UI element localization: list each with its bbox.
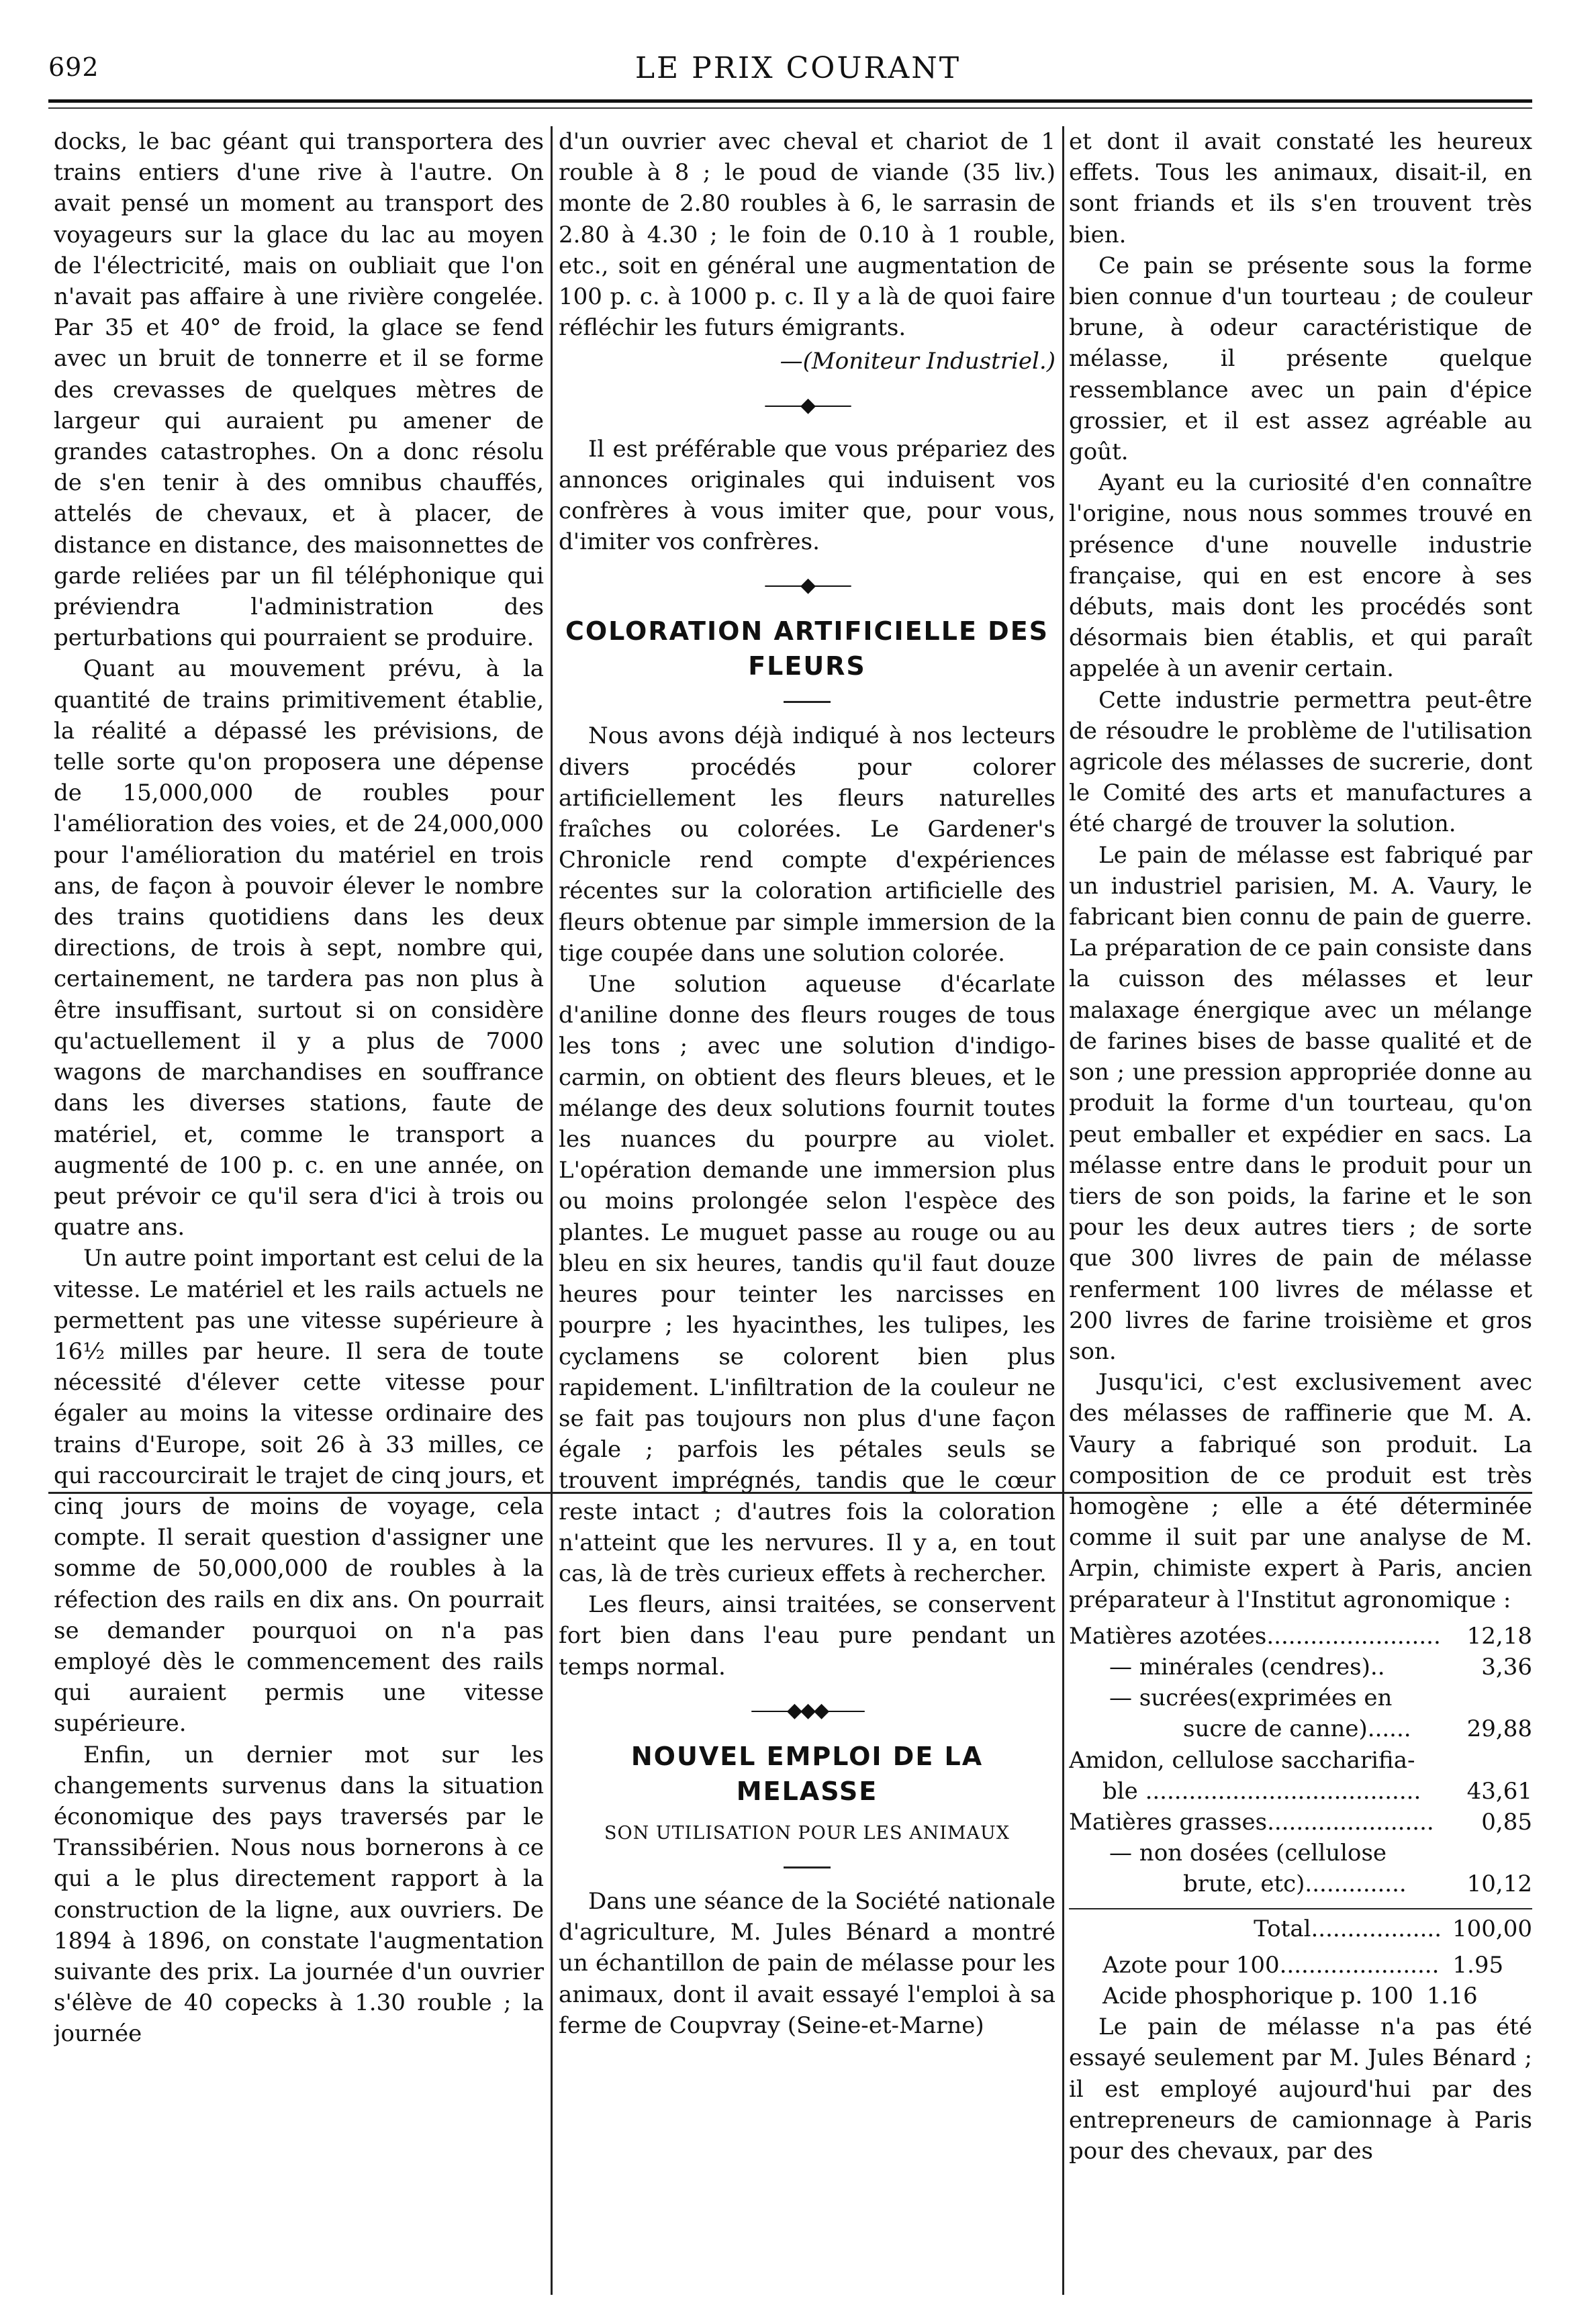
- analysis-label: — non dosées (cellulose: [1109, 1840, 1387, 1867]
- ornament-separator: ——◆——: [763, 573, 851, 598]
- extra-row: [1102, 1950, 1532, 1981]
- article-title-melasse: NOUVEL EMPLOI DE LA MELASSE: [630, 1741, 984, 1806]
- top-rule-thin: [48, 107, 1532, 109]
- col3-paragraph: Le pain de mélasse n'a pas été essayé seulement par M. Jules Bénard ; il est employé aujourd'hui par des entrepreneurs de camionnage à Paris pour des chevaux, par des: [1069, 2014, 1532, 2165]
- article-paragraph: Nous avons déjà indiqué à nos lecteurs divers procédés pour colorer artificiellement les fleurs naturelles fraîches ou colorées. Le Gardener's Chronicle rend compte d'expériences récentes sur la coloration artificielle des fleurs obtenue par simple immersion de la tige coupée dans une solution colorée.: [559, 722, 1055, 967]
- column-divider-2: [1062, 126, 1064, 2295]
- analysis-total-row: [1069, 1908, 1532, 1944]
- col3-paragraph: Cette industrie permettra peut-être de résoudre le problème de l'utilisation agricole des mélasses de sucrerie, dont le Comité des arts et manufactures a été chargé de trouver la solution.: [1069, 686, 1532, 838]
- analysis-row: [1069, 1776, 1532, 1807]
- analysis-value: 43,61: [1466, 1777, 1532, 1805]
- analysis-row: [1069, 1652, 1532, 1683]
- analysis-value: 3,36: [1481, 1653, 1532, 1681]
- article-title-coloration: COLORATION ARTIFICIELLE DES FLEURS: [565, 616, 1049, 681]
- analysis-row: [1069, 1745, 1532, 1776]
- analysis-label: — minérales (cendres)..: [1109, 1653, 1385, 1681]
- col3-paragraph: Ce pain se présente sous la forme bien connue d'un tourteau ; de couleur brune, à odeur caractéristique de mélasse, il présente quelque ressemblance avec un pain d'épice grossier, et il est assez agréable au goût.: [1069, 252, 1532, 466]
- short-rule: [784, 1866, 831, 1868]
- page-number: 692: [48, 52, 99, 82]
- short-rule: [784, 701, 831, 703]
- analysis-row: [1069, 1683, 1532, 1713]
- article-paragraph: Dans une séance de la Société nationale d'agriculture, M. Jules Bénard a montré un échantillon de pain de mélasse pour les animaux, dont il avait essayé l'emploi à sa ferme de Coupvray (Seine-et-Marne): [559, 1887, 1055, 2039]
- analysis-row: [1069, 1713, 1532, 1744]
- extra-value: 1.95: [1452, 1951, 1504, 1979]
- article-paragraph: Une solution aqueuse d'écarlate d'aniline donne des fleurs rouges de tous les tons ; avec une solution d'indigo-carmin, on obtient des fleurs bleues, et le mélange des deux solutions fournit toutes les nuances du pourpre au violet. L'opération demande une immersion plus ou moins prolongée selon l'espèce des plantes. Le muguet passe au rouge ou au bleu en six heures, tandis qu'il faut douze heures pour teinter les narcisses en pourpre ; les hyacinthes, les tulipes, les cyclamens se colorent bien plus rapidement. L'infiltration de la couleur ne se fait pas toujours non plus d'une façon égale ; parfois les pétales seuls se trouvent imprégnés, tandis que le cœur reste intact ; d'autres fois la coloration n'atteint que les nervures. Il y a, en tout cas, là de très curieux effets à rechercher.: [559, 971, 1055, 1587]
- col1-paragraph: docks, le bac géant qui transportera des trains entiers d'une rive à l'autre. On avait pensé un moment au transport des voyageurs sur la glace du lac au moyen de l'électricité, mais on oubliait que l'on n'avait pas affaire à une rivière congelée. Par 35 et 40° de froid, la glace se fend avec un bruit de tonnerre et il se forme des crevasses de quelques mètres de largeur qui auraient pu amener de grandes catastrophes. On a donc résolu de s'en tenir à des omnibus chauffés, attelés de chevaux, et à placer, de distance en distance, des maisonnettes de garde reliées par un fil téléphonique qui préviendra l'administration des perturbations qui pourraient se produire.: [54, 128, 544, 652]
- col1-paragraph: Enfin, un dernier mot sur les changements survenus dans la situation économique des pays traversés par le Transsibérien. Nous nous bornerons à ce qui a le plus directement rapport à la construction de la ligne, aux ouvriers. De 1894 à 1896, on constate l'augmentation suivante des prix. La journée d'un ouvrier s'élève de 40 copecks à 1.30 rouble ; la journée: [54, 1741, 544, 2048]
- total-value: 100,00: [1452, 1915, 1532, 1942]
- column-2: [559, 126, 1055, 2295]
- extra-value: 1.16: [1426, 1982, 1478, 2009]
- analysis-label: Matières grasses.......................: [1069, 1808, 1434, 1836]
- col3-paragraph: Ayant eu la curiosité d'en connaître l'origine, nous nous sommes trouvé en présence d'une nouvelle industrie française, qui en est encore à ses débuts, mais dont les procédés sont désormais bien établis, et qui paraît appelée à un avenir certain.: [1069, 469, 1532, 683]
- analysis-row: [1069, 1838, 1532, 1868]
- column-3: [1069, 126, 1532, 2295]
- analysis-label: Matières azotées........................: [1069, 1622, 1441, 1650]
- analysis-value: [1528, 1838, 1532, 1868]
- column-1: [54, 126, 544, 2295]
- article-paragraph: Les fleurs, ainsi traitées, se conservent fort bien dans l'eau pure pendant un temps normal.: [559, 1591, 1055, 1681]
- extra-label: Acide phosphorique p. 100: [1102, 1982, 1413, 2009]
- analysis-row: [1069, 1868, 1532, 1899]
- col3-paragraph: Le pain de mélasse est fabriqué par un industriel parisien, M. A. Vaury, le fabricant bien connu de pain de guerre. La préparation de ce pain consiste dans la cuisson des mélasses et leur malaxage énergique avec un mélange de farines bises de basse qualité et de son ; une pression appropriée donne au produit la forme d'un tourteau, qu'on peut emballer et expédier en sacs. La mélasse entre dans le produit pour un tiers de son poids, la farine et le son pour les deux autres tiers ; de sorte que 300 livres de pain de mélasse renferment 100 livres de mélasse et 200 livres de farine troisième et gros son.: [1069, 841, 1532, 1365]
- analysis-value: 29,88: [1466, 1715, 1532, 1743]
- analysis-value: 0,85: [1481, 1808, 1532, 1836]
- extra-label: Azote pour 100......................: [1102, 1951, 1440, 1979]
- analysis-value: 10,12: [1466, 1871, 1532, 1898]
- analysis-value: [1528, 1683, 1532, 1713]
- analysis-label: — sucrées(exprimées en: [1109, 1685, 1393, 1712]
- column-divider-1: [551, 126, 553, 2295]
- top-rule: [48, 99, 1532, 103]
- source-credit: —(Moniteur Industriel.): [780, 348, 1055, 375]
- analysis-label: ble ......................................: [1102, 1777, 1421, 1805]
- col1-paragraph: Quant au mouvement prévu, à la quantité de trains primitivement établie, la réalité a dépassé les prévisions, de telle sorte qu'on proposera une dépense de 15,000,000 de roubles pour l'amélioration des voies, et de 24,000,000 pour l'amélioration du matériel en trois ans, de façon à pouvoir élever le nombre des trains quotidiens dans les deux directions, de trois à sept, nombre qui, certainement, ne tardera pas non plus à être insuffisant, surtout si on considère qu'actuellement il y a plus de 7000 wagons de marchandises en souffrance dans les diverses stations, faute de matériel, et, comme le transport a augmenté de 100 p. c. en une année, on peut prévoir ce qu'il sera d'ici à trois ou quatre ans.: [54, 655, 544, 1241]
- extra-row: [1102, 1981, 1532, 2012]
- analysis-table: [1069, 1621, 1532, 1944]
- article-subtitle: SON UTILISATION POUR LES ANIMAUX: [604, 1822, 1010, 1844]
- analysis-value: 12,18: [1466, 1622, 1532, 1650]
- col2-lead-paragraph: d'un ouvrier avec cheval et chariot de 1 rouble à 8 ; le poud de viande (35 liv.) monte de 2.80 roubles à 6, le sarrasin de 2.80 à 4.30 ; le foin de 0.10 à 1 rouble, etc., soit en général une augmentation de 100 p. c. à 1000 p. c. Il y a là de quoi faire réfléchir les futurs émigrants.: [559, 128, 1055, 342]
- col3-paragraph: et dont il avait constaté les heureux effets. Tous les animaux, disait-il, en sont friands et ils s'en trouvent très bien.: [1069, 128, 1532, 248]
- analysis-label: brute, etc)..............: [1183, 1871, 1407, 1898]
- analysis-label: Amidon, cellulose saccharifia-: [1069, 1746, 1415, 1774]
- analysis-row: [1069, 1807, 1532, 1838]
- analysis-row: [1069, 1621, 1532, 1652]
- col1-paragraph: Un autre point important est celui de la vitesse. Le matériel et les rails actuels ne permettent pas une vitesse supérieure à 16½ milles par heure. Il sera de toute nécessité d'élever cette vitesse pour égaler au moins la vitesse ordinaire des trains d'Europe, soit 26 à 33 milles, ce qui raccourcirait le trajet de cinq jours, et cinq jours de moins de voyage, cela compte. Il serait question d'assigner une somme de 50,000,000 de roubles à la réfection des rails en dix ans. On pourrait se demander pourquoi on n'a pas employé dès le commencement des rails qui auraient permis une vitesse supérieure.: [54, 1245, 544, 1738]
- running-title: LE PRIX COURANT: [635, 51, 961, 85]
- ornament-separator: ——◆◆◆——: [750, 1698, 864, 1722]
- total-label: Total..................: [1254, 1915, 1442, 1942]
- col3-paragraph: Jusqu'ici, c'est exclusivement avec des mélasses de raffinerie que M. A. Vaury a fabriqué son produit. La composition de ce produit est très homogène ; elle a été déterminée comme il suit par une analyse de M. Arpin, chimiste expert à Paris, ancien préparateur à l'Institut agronomique :: [1069, 1369, 1532, 1613]
- extra-analysis: [1069, 1950, 1532, 2012]
- notice-paragraph: Il est préférable que vous prépariez des annonces originales qui induisent vos confrères à vous imiter que, pour vous, d'imiter vos confrères.: [559, 435, 1055, 556]
- ornament-separator: ——◆——: [763, 393, 851, 417]
- analysis-label: sucre de canne)......: [1183, 1715, 1411, 1743]
- analysis-value: [1528, 1745, 1532, 1776]
